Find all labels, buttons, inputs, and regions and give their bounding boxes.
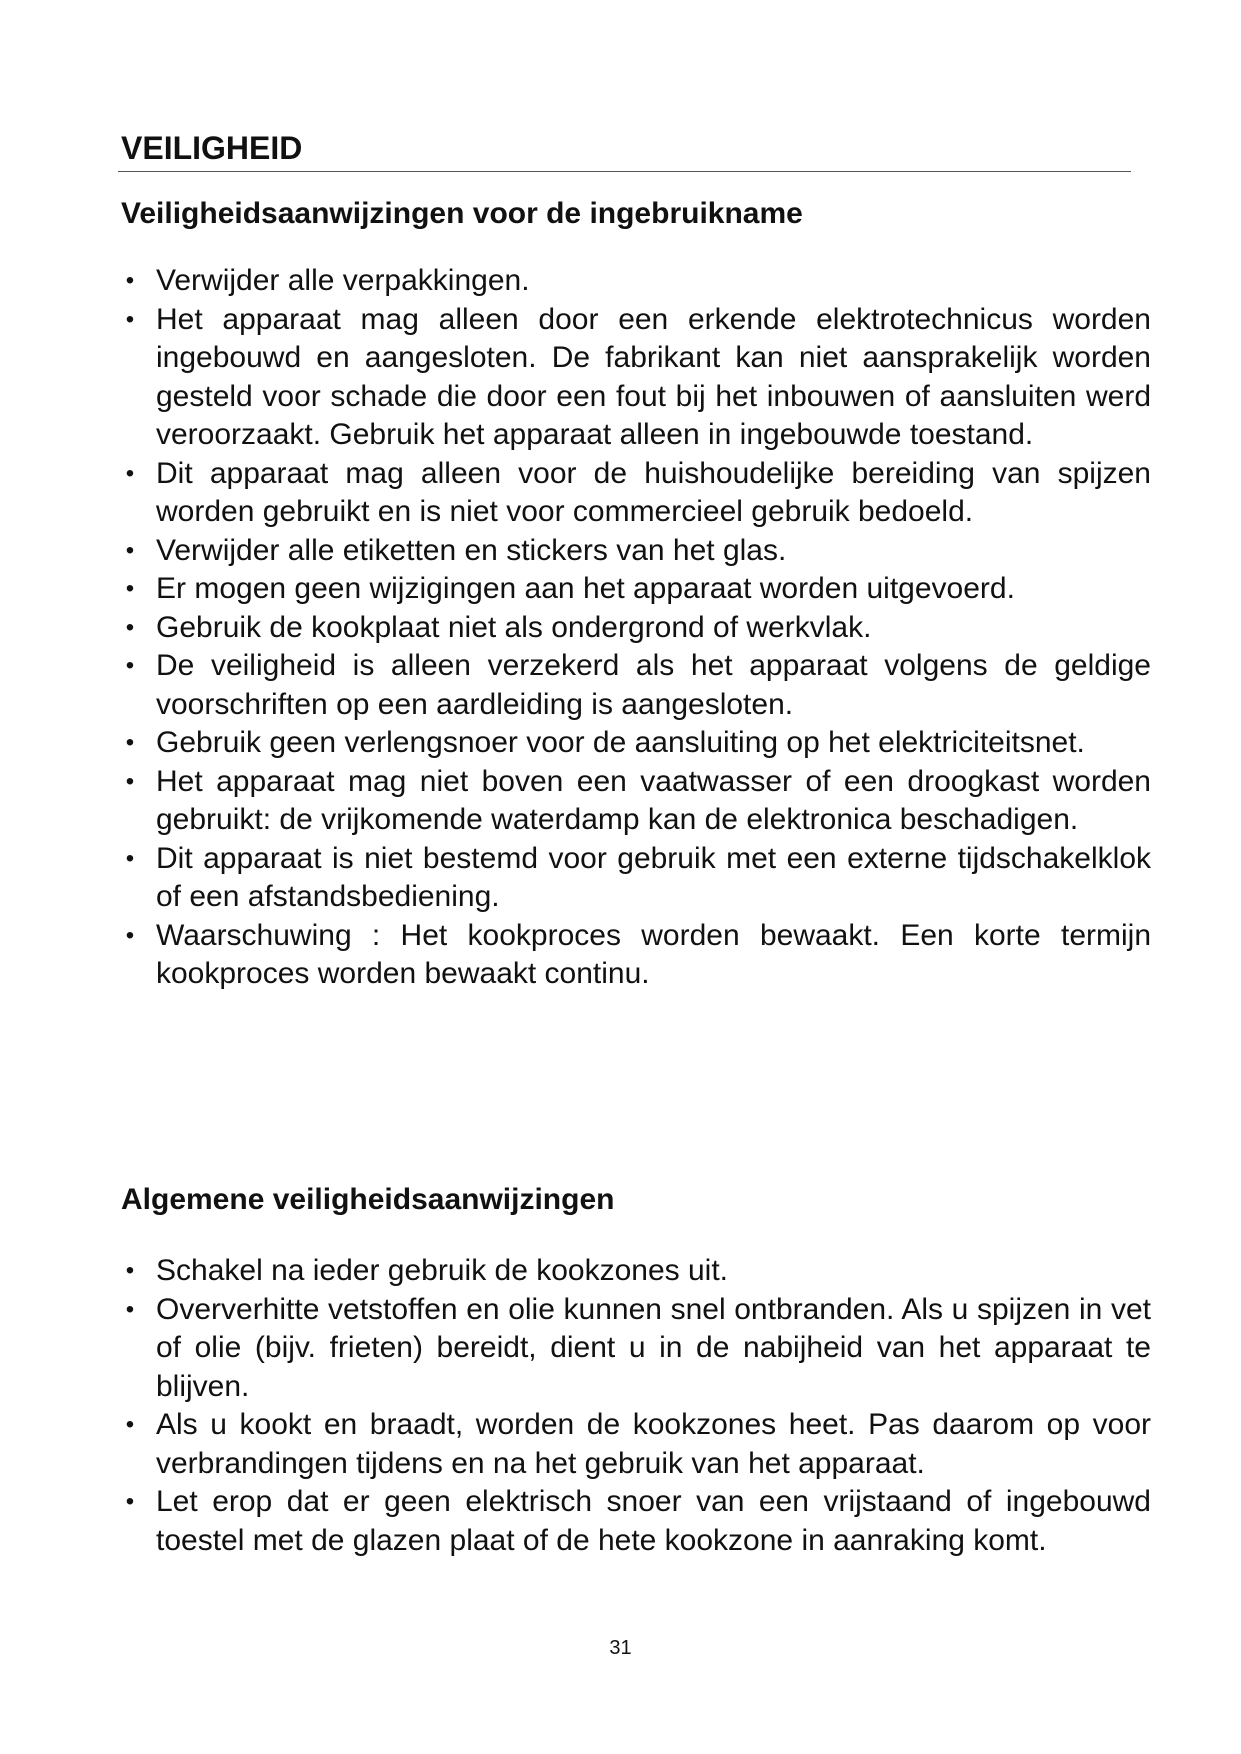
list-item — [121, 1291, 1151, 1407]
list-item-text: Gebruik geen verlengsnoer voor de aansluiting op het elektriciteitsnet. — [156, 726, 1085, 759]
list-item-text: Let erop dat er geen elektrisch snoer van een vrijstaand of ingebouwd toestel met de glazen plaat of de hete kookzone in aanraking komt. — [156, 1485, 1151, 1557]
list-item-text: Schakel na ieder gebruik de kookzones uit. — [156, 1254, 729, 1287]
bullet-icon: • — [125, 459, 135, 487]
bullet-icon: • — [125, 575, 135, 602]
list-item-text: Waarschuwing : Het kookproces worden bewaakt. Een korte termijn kookproces worden bewaakt continu. — [156, 918, 1151, 990]
list-item — [121, 1252, 1151, 1291]
list-item — [121, 917, 1151, 994]
bullet-icon: • — [125, 767, 135, 795]
bullet-icon: • — [125, 1411, 135, 1438]
list-item — [121, 262, 1151, 301]
list-item-text: Als u kookt en braadt, worden de kookzones heet. Pas daarom op voor verbrandingen tijdens en na het gebruik van het apparaat. — [156, 1408, 1151, 1480]
list-item — [121, 763, 1151, 840]
list-item-text: Verwijder alle verpakkingen. — [156, 264, 530, 297]
list-item — [121, 1406, 1151, 1483]
list-item-text: Dit apparaat is niet bestemd voor gebruik met een externe tijdschakelklok of een afstandsbediening. — [156, 841, 1151, 913]
bullet-icon: • — [125, 921, 135, 949]
list-item — [121, 532, 1151, 571]
bullet-icon: • — [125, 729, 135, 756]
page-title: VEILIGHEID — [121, 130, 303, 166]
list-item-text: Het apparaat mag niet boven een vaatwasser of een droogkast worden gebruikt: de vrijkomende waterdamp kan de elektronica beschadigen. — [156, 764, 1151, 836]
bullet-icon: • — [125, 652, 135, 679]
list-item — [121, 840, 1151, 917]
list-item-text: Het apparaat mag alleen door een erkende elektrotechnicus worden ingebouwd en aangesloten. De fabrikant kan niet aansprakelijk worden gesteld voor schade die door een fout bij het inbouwen of aansluiten werd veroorzaakt. Gebruik het apparaat alleen in ingebouwde toestand. — [156, 302, 1151, 451]
list-item-text: Oververhitte vetstoffen en olie kunnen snel ontbranden. Als u spijzen in vet of olie (bijv. frieten) bereidt, dient u in de nabijheid van het apparaat te blijven. — [156, 1292, 1151, 1403]
installation-safety-list — [121, 262, 1151, 994]
bullet-icon: • — [125, 1295, 135, 1323]
bullet-icon: • — [125, 267, 135, 294]
list-item — [121, 301, 1151, 455]
list-item-text: Gebruik de kookplaat niet als ondergrond of werkvlak. — [156, 610, 872, 644]
bullet-icon: • — [125, 536, 135, 564]
list-item-text: Dit apparaat mag alleen voor de huishoudelijke bereiding van spijzen worden gebruikt en is niet voor commercieel gebruik bedoeld. — [156, 456, 1151, 528]
list-item — [121, 609, 1151, 648]
list-item — [121, 455, 1151, 532]
section-heading-general: Algemene veiligheidsaanwijzingen — [121, 1183, 615, 1216]
bullet-icon: • — [125, 1257, 135, 1284]
list-item-text: Verwijder alle etiketten en stickers van het glas. — [156, 533, 787, 567]
list-item-text: Er mogen geen wijzigingen aan het apparaat worden uitgevoerd. — [156, 572, 1015, 605]
list-item — [121, 724, 1151, 763]
list-item — [121, 1483, 1151, 1560]
bullet-icon: • — [125, 1488, 135, 1515]
general-safety-list — [121, 1252, 1151, 1560]
list-item — [121, 647, 1151, 724]
list-item — [121, 570, 1151, 609]
section-heading-installation: Veiligheidsaanwijzingen voor de ingebruikname — [121, 197, 803, 230]
bullet-icon: • — [125, 844, 135, 872]
bullet-icon: • — [125, 305, 135, 333]
page-number: 31 — [609, 1637, 632, 1659]
list-item-text: De veiligheid is alleen verzekerd als het apparaat volgens de geldige voorschriften op een aardleiding is aangesloten. — [156, 649, 1151, 721]
bullet-icon: • — [125, 613, 135, 641]
title-underline — [118, 171, 1131, 172]
